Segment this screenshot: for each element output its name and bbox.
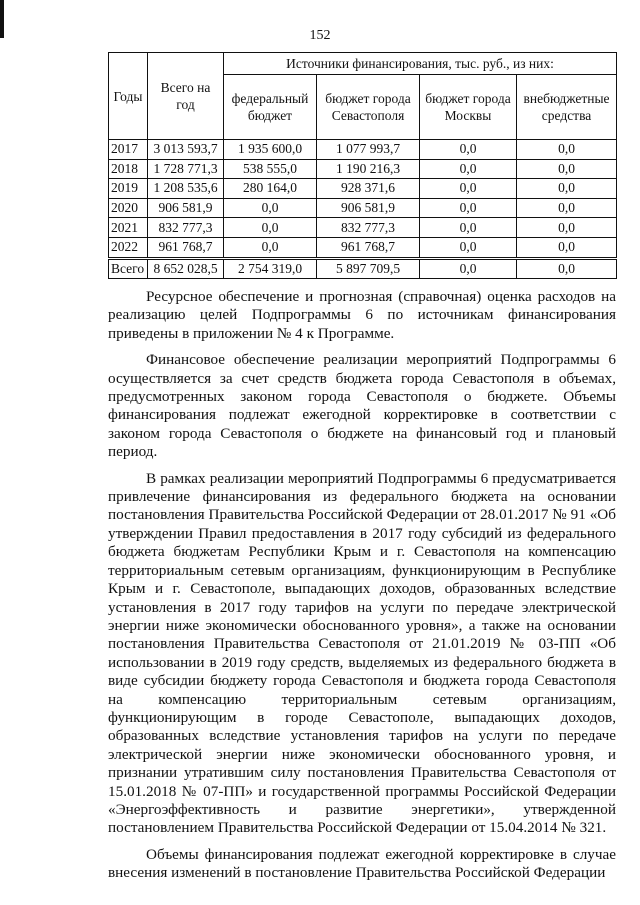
cell-moscow: 0,0 bbox=[420, 237, 517, 258]
cell-sevastopol: 961 768,7 bbox=[317, 237, 420, 258]
paragraph: Ресурсное обеспечение и прогнозная (справочная) оценка расходов на реализацию целей Подпрограммы 6 по источникам финансирования приведены в приложении № 4 к Программе. bbox=[108, 288, 616, 342]
header-extrabudget: внебюджетные средства bbox=[517, 75, 617, 140]
cell-federal: 538 555,0 bbox=[224, 159, 317, 179]
cell-federal: 0,0 bbox=[224, 198, 317, 218]
table-row-total bbox=[109, 258, 617, 279]
cell-total: 1 208 535,6 bbox=[148, 179, 224, 199]
cell-moscow: 0,0 bbox=[420, 258, 517, 279]
cell-extrabudget: 0,0 bbox=[517, 179, 617, 199]
header-moscow: бюджет города Москвы bbox=[420, 75, 517, 140]
cell-total: 3 013 593,7 bbox=[148, 140, 224, 160]
page-number: 152 bbox=[309, 28, 331, 43]
cell-year: 2018 bbox=[109, 159, 148, 179]
cell-total: 8 652 028,5 bbox=[148, 258, 224, 279]
cell-sevastopol: 5 897 709,5 bbox=[317, 258, 420, 279]
cell-moscow: 0,0 bbox=[420, 179, 517, 199]
cell-moscow: 0,0 bbox=[420, 198, 517, 218]
cell-extrabudget: 0,0 bbox=[517, 159, 617, 179]
financing-table bbox=[108, 52, 617, 279]
header-total: Всего на год bbox=[148, 53, 224, 140]
cell-federal: 0,0 bbox=[224, 237, 317, 258]
cell-extrabudget: 0,0 bbox=[517, 218, 617, 238]
table-row bbox=[109, 179, 617, 199]
cell-sevastopol: 906 581,9 bbox=[317, 198, 420, 218]
cell-total: 961 768,7 bbox=[148, 237, 224, 258]
table-row bbox=[109, 198, 617, 218]
cell-federal: 280 164,0 bbox=[224, 179, 317, 199]
cell-sevastopol: 832 777,3 bbox=[317, 218, 420, 238]
cell-federal: 1 935 600,0 bbox=[224, 140, 317, 160]
cell-total: 906 581,9 bbox=[148, 198, 224, 218]
header-sevastopol: бюджет города Севастополя bbox=[317, 75, 420, 140]
body-text bbox=[108, 288, 616, 883]
cell-moscow: 0,0 bbox=[420, 140, 517, 160]
cell-moscow: 0,0 bbox=[420, 218, 517, 238]
cell-year: 2017 bbox=[109, 140, 148, 160]
cell-extrabudget: 0,0 bbox=[517, 237, 617, 258]
paragraph: В рамках реализации мероприятий Подпрограммы 6 предусматривается привлечение финансирования из федерального бюджета на основании постановления Правительства Российской Федерации от 28.01.2017 № 91 «Об утверждении Правил предоставления в 2017 году субсидий из федерального бюджета бюджетам Республики Крым и г. Севастополя на компенсацию территориальным сетевым организациям, функционирующим в Республике Крым и г. Севастополе, выпадающих доходов, образованных вследствие установления в 2017 году тарифов на услуги по передаче электрической энергии ниже экономически обоснованного уровня», а также на основании постановления Правительства Севастополя от 21.01.2019 № 03-ПП «Об использовании в 2019 году средств, выделяемых из федерального бюджета в виде субсидии бюджету города Севастополя и бюджета города Севастополя на компенсацию территориальным сетевым организациям, функционирующим в городе Севастополе, выпадающих доходов, образованных вследствие установления тарифов на услуги по передаче электрической энергии ниже экономически обоснованного уровня, и признании утратившим силу постановления Правительства Севастополя от 15.01.2018 № 07-ПП» и государственной программы Российской Федерации «Энергоэффективность и развитие энергетики», утвержденной постановлением Правительства Российской Федерации от 15.04.2014 № 321. bbox=[108, 469, 616, 837]
header-sources: Источники финансирования, тыс. руб., из них: bbox=[224, 53, 617, 75]
header-years: Годы bbox=[109, 53, 148, 140]
cell-sevastopol: 928 371,6 bbox=[317, 179, 420, 199]
cell-total: 832 777,3 bbox=[148, 218, 224, 238]
cell-extrabudget: 0,0 bbox=[517, 198, 617, 218]
cell-federal: 2 754 319,0 bbox=[224, 258, 317, 279]
cell-year: 2022 bbox=[109, 237, 148, 258]
paragraph: Финансовое обеспечение реализации мероприятий Подпрограммы 6 осуществляется за счет средств бюджета города Севастополя в объемах, предусмотренных законом города Севастополя о бюджете. Объемы финансирования подлежат ежегодной корректировке в соответствии с законом города Севастополя о бюджете на финансовый год и плановый период. bbox=[108, 351, 616, 461]
header-federal: федеральный бюджет bbox=[224, 75, 317, 140]
table-row bbox=[109, 159, 617, 179]
cell-sevastopol: 1 190 216,3 bbox=[317, 159, 420, 179]
paragraph: Объемы финансирования подлежат ежегодной корректировке в случае внесения изменений в постановление Правительства Российской Федерации bbox=[108, 845, 616, 882]
cell-sevastopol: 1 077 993,7 bbox=[317, 140, 420, 160]
cell-year: 2019 bbox=[109, 179, 148, 199]
table-row bbox=[109, 140, 617, 160]
cell-federal: 0,0 bbox=[224, 218, 317, 238]
cell-total: 1 728 771,3 bbox=[148, 159, 224, 179]
cell-moscow: 0,0 bbox=[420, 159, 517, 179]
table-row bbox=[109, 218, 617, 238]
cell-year: 2021 bbox=[109, 218, 148, 238]
cell-year: 2020 bbox=[109, 198, 148, 218]
cell-extrabudget: 0,0 bbox=[517, 140, 617, 160]
cell-year: Всего bbox=[109, 258, 148, 279]
cell-extrabudget: 0,0 bbox=[517, 258, 617, 279]
table-row bbox=[109, 237, 617, 258]
